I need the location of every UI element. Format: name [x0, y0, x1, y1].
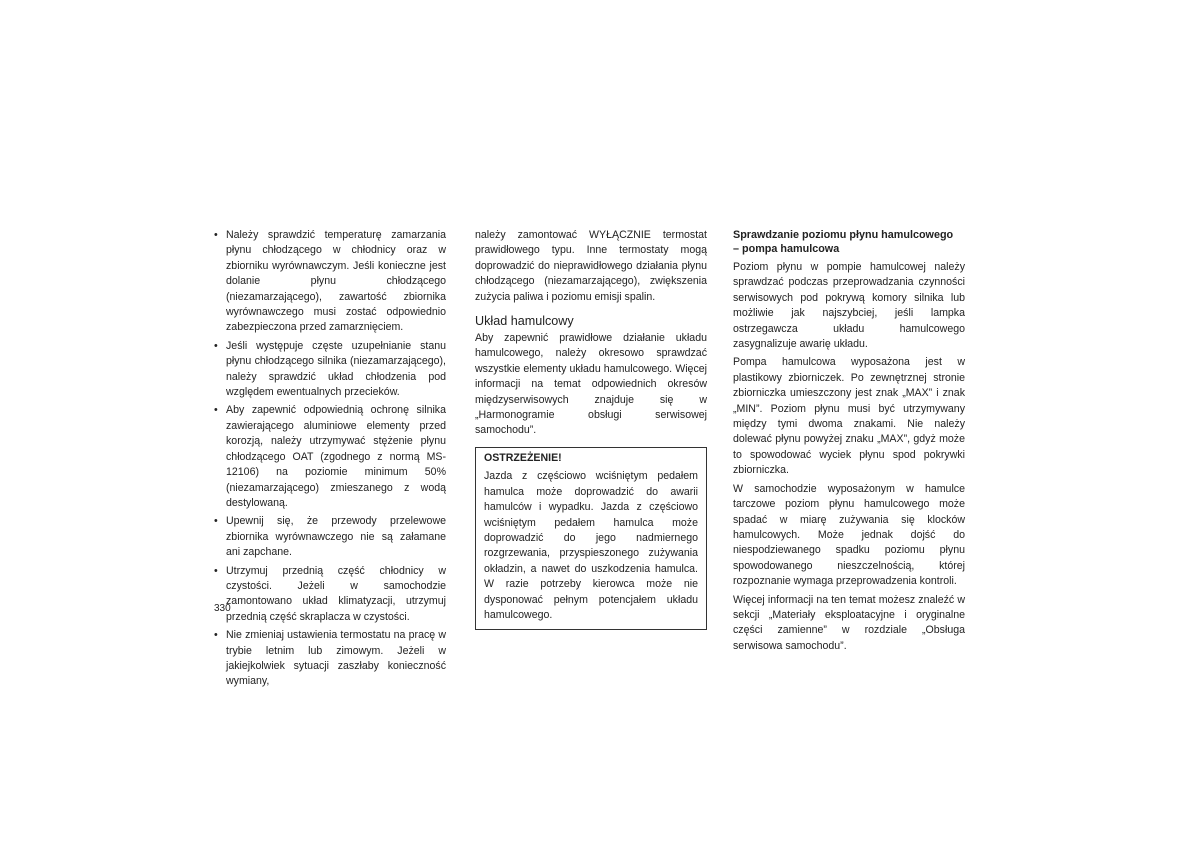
- subsection-title-line1: Sprawdzanie poziomu płynu hamulcowego: [733, 229, 954, 241]
- bullet-item: • Należy sprawdzić temperaturę zamarzania płynu chłodzącego w chłodnicy oraz w zbiorniku wyrównawczym. Jeśli konieczne jest dolanie płynu chłodzącego (niezamarzającego), zawartość zbiornika wyrównawczego musi zostać odpowiednio zabezpieczona przed zamarznięciem.: [214, 228, 446, 336]
- paragraph: Poziom płynu w pompie hamulcowej należy sprawdzać podczas przeprowadzania czynności serwisowych pod pokrywą komory silnika lub możliwie jak najszybciej, jeśli lampka ostrzegawcza układu hamulcowego zasygnalizuje awarię układu.: [733, 261, 965, 351]
- bullet-item: • Nie zmieniaj ustawienia termostatu na pracę w trybie letnim lub zimowym. Jeżeli w jakiejkolwiek sytuacji zaszłaby konieczność wymiany,: [214, 628, 446, 690]
- right-column: [733, 228, 965, 657]
- bullet-item: • Aby zapewnić odpowiednią ochronę silnika zawierającego aluminiowe elementy przed korozją, należy utrzymywać stężenie płynu chłodzącego OAT (zgodnego z normą MS-12106) na poziomie minimum 50% (niezamarzającego) zmieszanego z wodą destylowaną.: [214, 403, 446, 511]
- warning-text: Jazda z częściowo wciśniętym pedałem hamulca może doprowadzić do awarii hamulców i wypadku. Jazda z częściowo wciśniętym pedałem hamulca może doprowadzić do jego nadmiernego rozgrzewania, przyspieszonego zużywania okładzin, a nawet do uszkodzenia hamulca. W razie potrzeby kierowca może nie dysponować pełnym potencjałem układu hamulcowego.: [484, 470, 698, 621]
- section-paragraph: Aby zapewnić prawidłowe działanie układu hamulcowego, należy okresowo sprawdzać wszystkie elementy układu hamulcowego. Więcej informacji na temat odpowiednich okresów międzyserwisowych znajduje się w „Harmonogramie obsługi serwisowej samochodu”.: [475, 332, 707, 437]
- subsection-title: [733, 228, 965, 256]
- page-number: 330: [214, 603, 231, 614]
- warning-box: [475, 447, 707, 630]
- subsection-title-line2: – pompa hamulcowa: [733, 243, 840, 255]
- warning-title: OSTRZEŻENIE!: [484, 451, 562, 464]
- middle-column: [475, 228, 707, 630]
- bullet-item: • Upewnij się, że przewody przelewowe zbiornika wyrównawczego nie są załamane ani zapchane.: [214, 514, 446, 560]
- paragraph: Więcej informacji na ten temat możesz znaleźć w sekcji „Materiały eksploatacyjne i oryginalne części zamienne” w rozdziale „Obsługa serwisowa samochodu”.: [733, 593, 965, 652]
- paragraph: Pompa hamulcowa wyposażona jest w plastikowy zbiorniczek. Po zewnętrznej stronie zbiorniczka umieszczony jest znak „MAX” i znak „MIN”. Poziom płynu musi być utrzymywany między tymi dwoma znakami. Nie należy dolewać płynu powyżej znaku „MAX”, gdyż może to spowodować wyciek płynu spod pokrywki zbiorniczka.: [733, 356, 965, 477]
- bullet-item: • Jeśli występuje częste uzupełnianie stanu płynu chłodzącego silnika (niezamarzającego), należy sprawdzić układ chłodzenia pod względem ewentualnych przecieków.: [214, 339, 446, 401]
- paragraph: W samochodzie wyposażonym w hamulce tarczowe poziom płynu hamulcowego może spadać w miarę zużywania się klocków hamulcowych. Może jednak dojść do niespodziewanego spadku poziomu płynu spowodowanego nieszczelnością, której rozpoznanie wymaga przeprowadzenia kontroli.: [733, 482, 965, 588]
- coolant-checklist: [214, 228, 446, 690]
- section-title: Układ hamulcowy: [475, 314, 574, 329]
- left-column: [214, 228, 446, 693]
- continuation-paragraph: należy zamontować WYŁĄCZNIE termostat prawidłowego typu. Inne termostaty mogą doprowadzić do nieprawidłowego działania płynu chłodzącego (niezamarzającego), zwiększenia zużycia paliwa i poziomu emisji spalin.: [475, 229, 707, 303]
- bullet-item: • Utrzymuj przednią część chłodnicy w czystości. Jeżeli w samochodzie zamontowano układ klimatyzacji, utrzymuj przednią część skraplacza w czystości.: [214, 564, 446, 626]
